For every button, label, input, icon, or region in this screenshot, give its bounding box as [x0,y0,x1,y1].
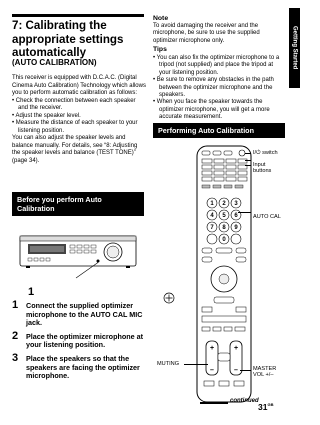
svg-text:9: 9 [234,225,238,231]
intro-paragraph: This receiver is equipped with D.C.A.C. (Digital Cinema Auto Calibration) Technology which allows you to perform automatic calibration as follows: [12,75,146,96]
svg-text:6: 6 [234,213,238,219]
step-item [12,299,146,328]
step-item [12,329,146,350]
svg-text:1: 1 [210,201,214,207]
chapter-title: 7: Calibrating the appropriate settings automatically [12,19,124,59]
step-number: 1 [12,299,19,311]
remote-control-illustration [196,145,252,403]
step-number: 3 [12,351,19,364]
intro-bullet: • Measure the distance of each speaker to your listening position. [12,120,146,135]
intro-paragraph-manual: You can also adjust the speaker levels and balance manually. For details, see “8: Adjusting the speaker levels and balance (TEST TONE)” (page 34). [12,135,138,164]
note-heading: Note [153,15,169,22]
svg-text:3: 3 [234,201,238,207]
step-text: Connect the supplied optimizer microphone to the AUTO CAL MIC jack. [26,301,143,328]
intro-section [12,75,146,165]
svg-text:–: – [210,367,214,374]
svg-text:–: – [234,367,238,374]
performing-calibration-band: Performing Auto Calibration [153,123,285,138]
step-number: 2 [12,329,19,342]
title-rule [12,14,144,17]
svg-text:+: + [209,345,215,352]
callout-master-vol: MASTER VOL +/– [253,366,277,379]
intro-bullet-list [12,98,146,136]
svg-text:4: 4 [210,213,214,219]
note-text: To avoid damaging the receiver and the microphone, be sure to use the supplied optimizer microphone only. [153,23,260,44]
step-text: Place the optimizer microphone at your listening position. [26,331,144,350]
tip-item: • Be sure to remove any obstacles in the path between the optimizer microphone and the speakers. [153,77,285,99]
step-text: Place the speakers so that the speakers are facing the optimizer microphone. [26,353,140,381]
callout-switch: I/⏻ switch [253,150,278,156]
svg-text:5: 5 [222,213,226,219]
callout-auto-cal: AUTO CAL [253,214,281,220]
callout-muting: MUTING [157,361,180,367]
svg-text:0: 0 [222,237,226,243]
intro-bullet: • Adjust the speaker level. [12,113,146,121]
svg-text:2: 2 [222,201,226,207]
tip-item: • When you face the speaker towards the optimizer microphone, you will get a more accurate measurement. [153,99,285,121]
continued-label: continued [230,398,259,404]
chapter-subtitle: (AUTO CALIBRATION) [12,58,97,67]
side-tab [289,8,300,88]
tips-list [153,55,285,122]
svg-text:+: + [233,345,239,352]
before-calibration-band: Before you perform Auto Calibration [12,192,144,216]
receiver-front-panel-illustration [18,232,138,282]
svg-text:8: 8 [222,225,226,231]
page-number-suffix: GB [267,402,274,408]
tips-heading: Tips [153,46,167,53]
callout-input-buttons: Input buttons [253,162,272,175]
center-mark-icon [163,292,175,304]
figure-step-label: 1 [28,286,35,298]
side-tab-label: Getting Started [291,26,298,70]
page-number [258,402,273,412]
tip-item: • You can also fix the optimizer microphone to a tripod (not supplied) and place the tripod at your listening position. [153,55,285,77]
svg-text:7: 7 [210,225,214,231]
continued-bar [200,402,228,404]
page-number-value: 31 [258,402,268,412]
step-item [12,351,146,381]
intro-bullet: • Check the connection between each speaker and the receiver. [12,98,146,113]
step-list [12,299,146,386]
